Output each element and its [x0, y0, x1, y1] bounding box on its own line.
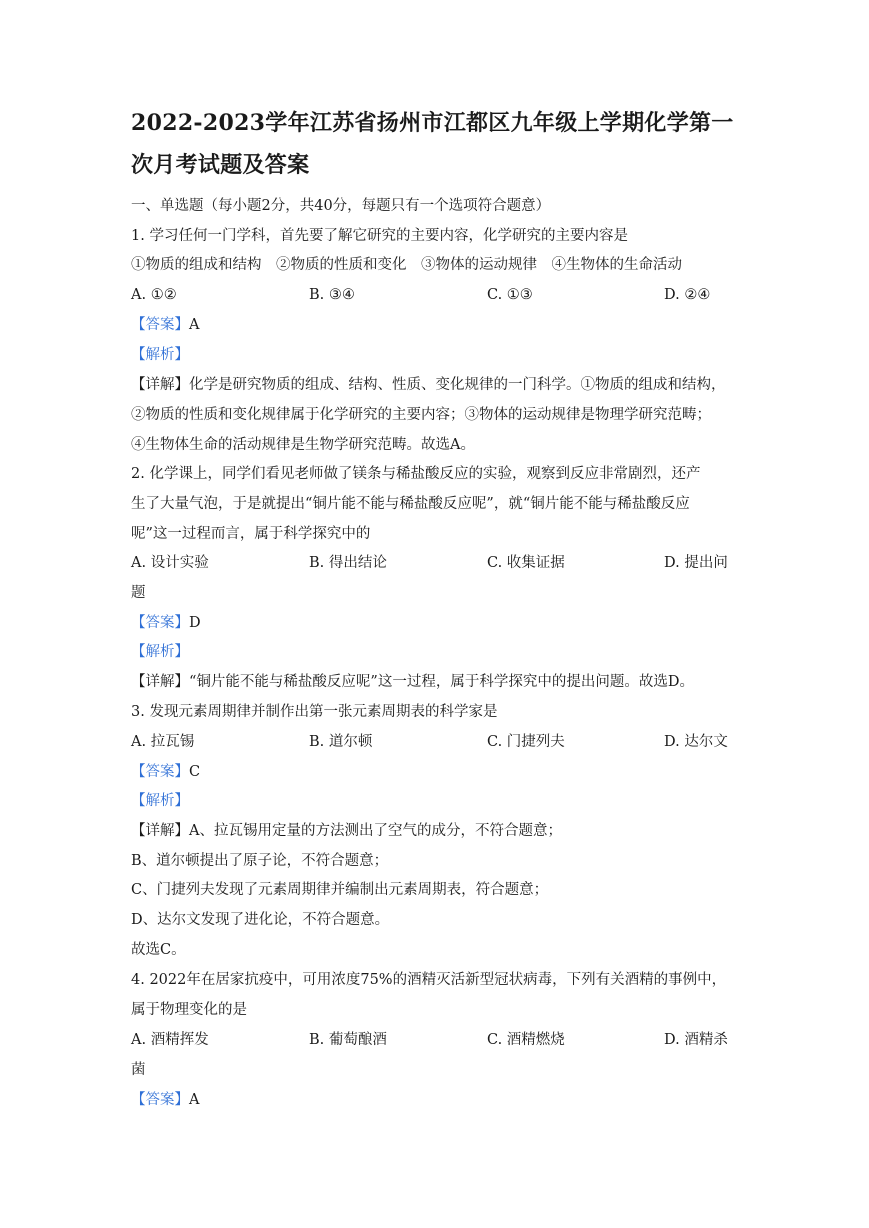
detail-text: “铜片能不能与稀盐酸反应呢”这一过程，属于科学探究中的提出问题。故选D。	[189, 674, 694, 690]
question-3-detail-3: C、门捷列夫发现了元素周期律并编制出元素周期表，符合题意；	[131, 882, 549, 898]
question-2-option-b: B. 得出结论	[309, 555, 387, 571]
answer-tag: 【答案】	[131, 764, 189, 780]
question-2-stem-2: 生了大量气泡，于是就提出“铜片能不能与稀盐酸反应呢”，就“铜片能不能与稀盐酸反应	[131, 496, 690, 512]
detail-tag: 【详解】	[131, 674, 189, 690]
question-2-option-c: C. 收集证据	[487, 555, 565, 571]
answer-value: A	[189, 317, 200, 333]
detail-text: 化学是研究物质的组成、结构、性质、变化规律的一门科学。①物质的组成和结构，	[189, 377, 726, 393]
question-1-answer	[131, 315, 199, 335]
question-1-option-c: C. ①③	[487, 287, 533, 303]
question-4-answer	[131, 1090, 199, 1110]
question-2-stem-1: 2. 化学课上，同学们看见老师做了镁条与稀盐酸反应的实验，观察到反应非常剧烈，还产	[131, 466, 701, 482]
question-3-analysis-tag: 【解析】	[131, 793, 189, 809]
question-3-option-b: B. 道尔顿	[309, 734, 373, 750]
question-4-option-b: B. 葡萄酿酒	[309, 1032, 387, 1048]
answer-value: A	[189, 1092, 200, 1108]
question-1-option-b: B. ③④	[309, 287, 355, 303]
question-4-stem-2: 属于物理变化的是	[131, 1002, 247, 1018]
question-2-option-a: A. 设计实验	[131, 555, 209, 571]
answer-value: C	[189, 764, 201, 780]
question-2-stem-3: 呢”这一过程而言，属于科学探究中的	[131, 526, 371, 542]
document-title-line2: 次月考试题及答案	[131, 152, 310, 178]
question-4-option-a: A. 酒精挥发	[131, 1032, 209, 1048]
detail-tag: 【详解】	[131, 377, 189, 393]
question-1-option-d: D. ②④	[664, 287, 711, 303]
document-title-line1: 2022-2023学年江苏省扬州市江都区九年级上学期化学第一	[131, 110, 734, 136]
question-3-detail-2: B、道尔顿提出了原子论，不符合题意；	[131, 853, 389, 869]
question-4-stem-1: 4. 2022年在居家抗疫中，可用浓度75%的酒精灭活新型冠状病毒，下列有关酒精的事例中，	[131, 972, 727, 988]
section-heading: 一、单选题（每小题2分，共40分，每题只有一个选项符合题意）	[131, 198, 551, 214]
question-1-detail-2: ②物质的性质和变化规律属于化学研究的主要内容；③物体的运动规律是物理学研究范畴；	[131, 407, 711, 423]
question-1-detail-1	[131, 375, 726, 395]
detail-text: A、拉瓦锡用定量的方法测出了空气的成分，不符合题意；	[189, 823, 562, 839]
question-3-detail-5: 故选C。	[131, 942, 186, 958]
question-2-detail	[131, 672, 694, 692]
question-3-detail-1	[131, 821, 562, 841]
question-1-option-a: A. ①②	[131, 287, 177, 303]
question-3-answer	[131, 762, 200, 782]
answer-tag: 【答案】	[131, 317, 189, 333]
question-4-option-c: C. 酒精燃烧	[487, 1032, 565, 1048]
question-2-analysis-tag: 【解析】	[131, 644, 189, 660]
question-2-option-d: D. 提出问	[664, 555, 728, 571]
question-2-answer	[131, 613, 201, 633]
question-3-option-c: C. 门捷列夫	[487, 734, 565, 750]
question-1-items: ①物质的组成和结构 ②物质的性质和变化 ③物体的运动规律 ④生物体的生命活动	[131, 257, 682, 273]
question-3-detail-4: D、达尔文发现了进化论，不符合题意。	[131, 912, 390, 928]
answer-tag: 【答案】	[131, 615, 189, 631]
question-1-detail-3: ④生物体生命的活动规律是生物学研究范畴。故选A。	[131, 437, 475, 453]
detail-tag: 【详解】	[131, 823, 189, 839]
question-2-option-wrap: 题	[131, 585, 146, 601]
question-3-stem: 3. 发现元素周期律并制作出第一张元素周期表的科学家是	[131, 704, 498, 720]
question-1-analysis-tag: 【解析】	[131, 347, 189, 363]
question-1-stem: 1. 学习任何一门学科，首先要了解它研究的主要内容，化学研究的主要内容是	[131, 228, 628, 244]
question-4-option-d: D. 酒精杀	[664, 1032, 728, 1048]
answer-tag: 【答案】	[131, 1092, 189, 1108]
question-3-option-a: A. 拉瓦锡	[131, 734, 195, 750]
question-4-option-wrap: 菌	[131, 1062, 146, 1078]
question-3-option-d: D. 达尔文	[664, 734, 728, 750]
answer-value: D	[189, 615, 201, 631]
